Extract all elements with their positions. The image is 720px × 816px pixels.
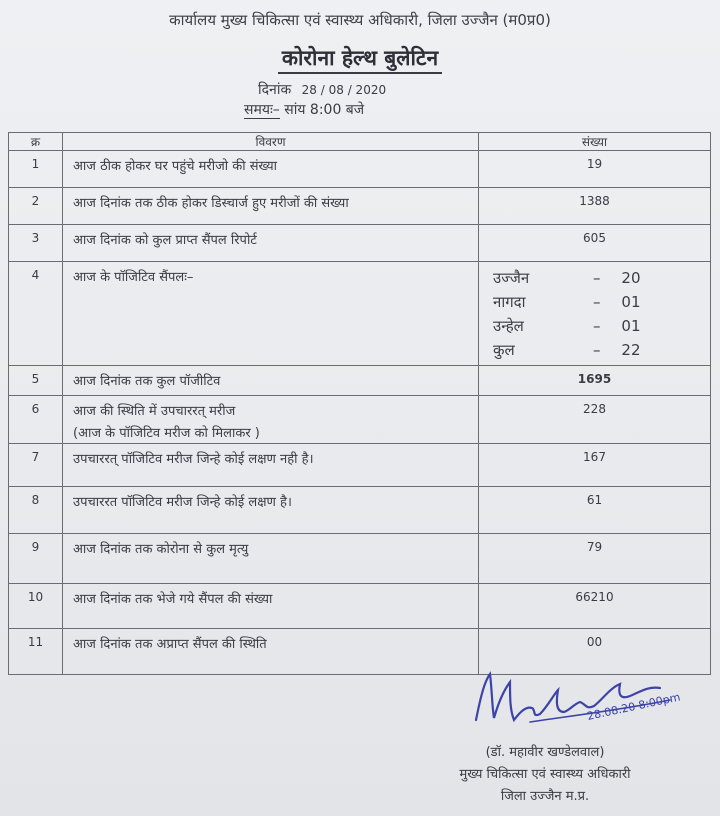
signatory-block — [430, 742, 660, 808]
breakdown-name: उज्जैन — [493, 269, 530, 287]
header-count: संख्या — [479, 133, 711, 151]
row-serial: 7 — [9, 444, 63, 487]
date-value: 28 / 08 / 2020 — [301, 83, 387, 97]
row-serial: 9 — [9, 534, 63, 584]
row-description: आज के पॉजिटिव सैंपलः– — [63, 262, 479, 366]
row-count: 167 — [479, 444, 711, 487]
header-description: विवरण — [63, 133, 479, 151]
date-line — [258, 80, 386, 99]
office-heading: कार्यालय मुख्य चिकित्सा एवं स्वास्थ्य अधिकारी, जिला उज्जैन (म0प्र0) — [169, 11, 551, 29]
bulletin-title — [0, 44, 720, 72]
row-description: आज दिनांक तक कोरोना से कुल मृत्यु — [63, 534, 479, 584]
breakdown-name: कुल — [493, 341, 515, 359]
time-value: सांय 8:00 बजे — [284, 102, 365, 118]
row-serial: 10 — [9, 584, 63, 629]
table-row — [9, 396, 711, 444]
row-count: 66210 — [479, 584, 711, 629]
row-description: उपचाररत पॉजिटिव मरीज जिन्हे कोई लक्षण है। — [63, 487, 479, 534]
date-label: दिनांक — [258, 82, 292, 98]
svg-text:28.08.20 8:00pm: 28.08.20 8:00pm — [585, 690, 682, 723]
row-description: आज दिनांक तक कुल पॉजीटिव — [63, 366, 479, 396]
row-description — [63, 396, 479, 444]
table-header-row — [9, 133, 711, 151]
row-description: आज दिनांक तक ठीक होकर डिस्चार्ज हुए मरीजों की संख्या — [63, 188, 479, 225]
table-row — [9, 366, 711, 396]
row-description: आज दिनांक तक अप्राप्त सैंपल की स्थिति — [63, 629, 479, 675]
breakdown-value: 20 — [621, 269, 641, 287]
row-count: 228 — [479, 396, 711, 444]
row-description: उपचाररत् पॉजिटिव मरीज जिन्हे कोई लक्षण नही है। — [63, 444, 479, 487]
row-serial: 2 — [9, 188, 63, 225]
row-description-note: (आज के पॉजिटिव मरीज को मिलाकर ) — [73, 426, 260, 441]
row-count: 00 — [479, 629, 711, 675]
row-description: आज दिनांक तक भेजे गये सैंपल की संख्या — [63, 584, 479, 629]
row-count: 79 — [479, 534, 711, 584]
breakdown-name: उन्हेल — [493, 317, 524, 335]
table-row — [9, 444, 711, 487]
time-label: समयः– — [244, 102, 280, 118]
row-serial: 4 — [9, 262, 63, 366]
table-row — [9, 487, 711, 534]
time-line — [244, 100, 364, 119]
positive-breakdown-cell — [479, 262, 711, 366]
row-count: 19 — [479, 151, 711, 188]
row-count: 1695 — [479, 366, 711, 396]
row-serial: 1 — [9, 151, 63, 188]
breakdown-item: नागदा – 01 — [493, 290, 710, 314]
table-row — [9, 584, 711, 629]
table-row — [9, 225, 711, 262]
breakdown-item: उन्हेल – 01 — [493, 314, 710, 338]
row-serial: 11 — [9, 629, 63, 675]
signatory-location: जिला उज्जैन म.प्र. — [500, 789, 590, 804]
breakdown-item: उज्जैन – 20 — [493, 266, 710, 290]
row-serial: 6 — [9, 396, 63, 444]
table-row — [9, 262, 711, 366]
header-serial: क्र — [9, 133, 63, 151]
breakdown-value: 01 — [621, 317, 641, 335]
breakdown-value: 01 — [621, 293, 641, 311]
row-count: 61 — [479, 487, 711, 534]
row-count: 605 — [479, 225, 711, 262]
handwritten-signature — [470, 660, 720, 740]
signatory-designation: मुख्य चिकित्सा एवं स्वास्थ्य अधिकारी — [459, 767, 631, 782]
positive-breakdown — [479, 262, 710, 362]
row-serial: 3 — [9, 225, 63, 262]
row-count: 1388 — [479, 188, 711, 225]
breakdown-item: कुल – 22 — [493, 338, 710, 362]
bulletin-title-text: कोरोना हेल्थ बुलेटिन — [278, 46, 442, 74]
table-row — [9, 151, 711, 188]
row-description-line: आज की स्थिति में उपचाररत् मरीज — [73, 404, 236, 419]
breakdown-value: 22 — [621, 341, 641, 359]
row-serial: 8 — [9, 487, 63, 534]
row-description: आज दिनांक को कुल प्राप्त सैंपल रिपोर्ट — [63, 225, 479, 262]
row-serial: 5 — [9, 366, 63, 396]
bulletin-table — [8, 132, 711, 675]
signatory-name: (डॉ. महावीर खण्डेलवाल) — [485, 745, 605, 760]
breakdown-name: नागदा — [493, 293, 526, 311]
row-description: आज ठीक होकर घर पहुंचे मरीजो की संख्या — [63, 151, 479, 188]
table-row — [9, 534, 711, 584]
table-row — [9, 188, 711, 225]
